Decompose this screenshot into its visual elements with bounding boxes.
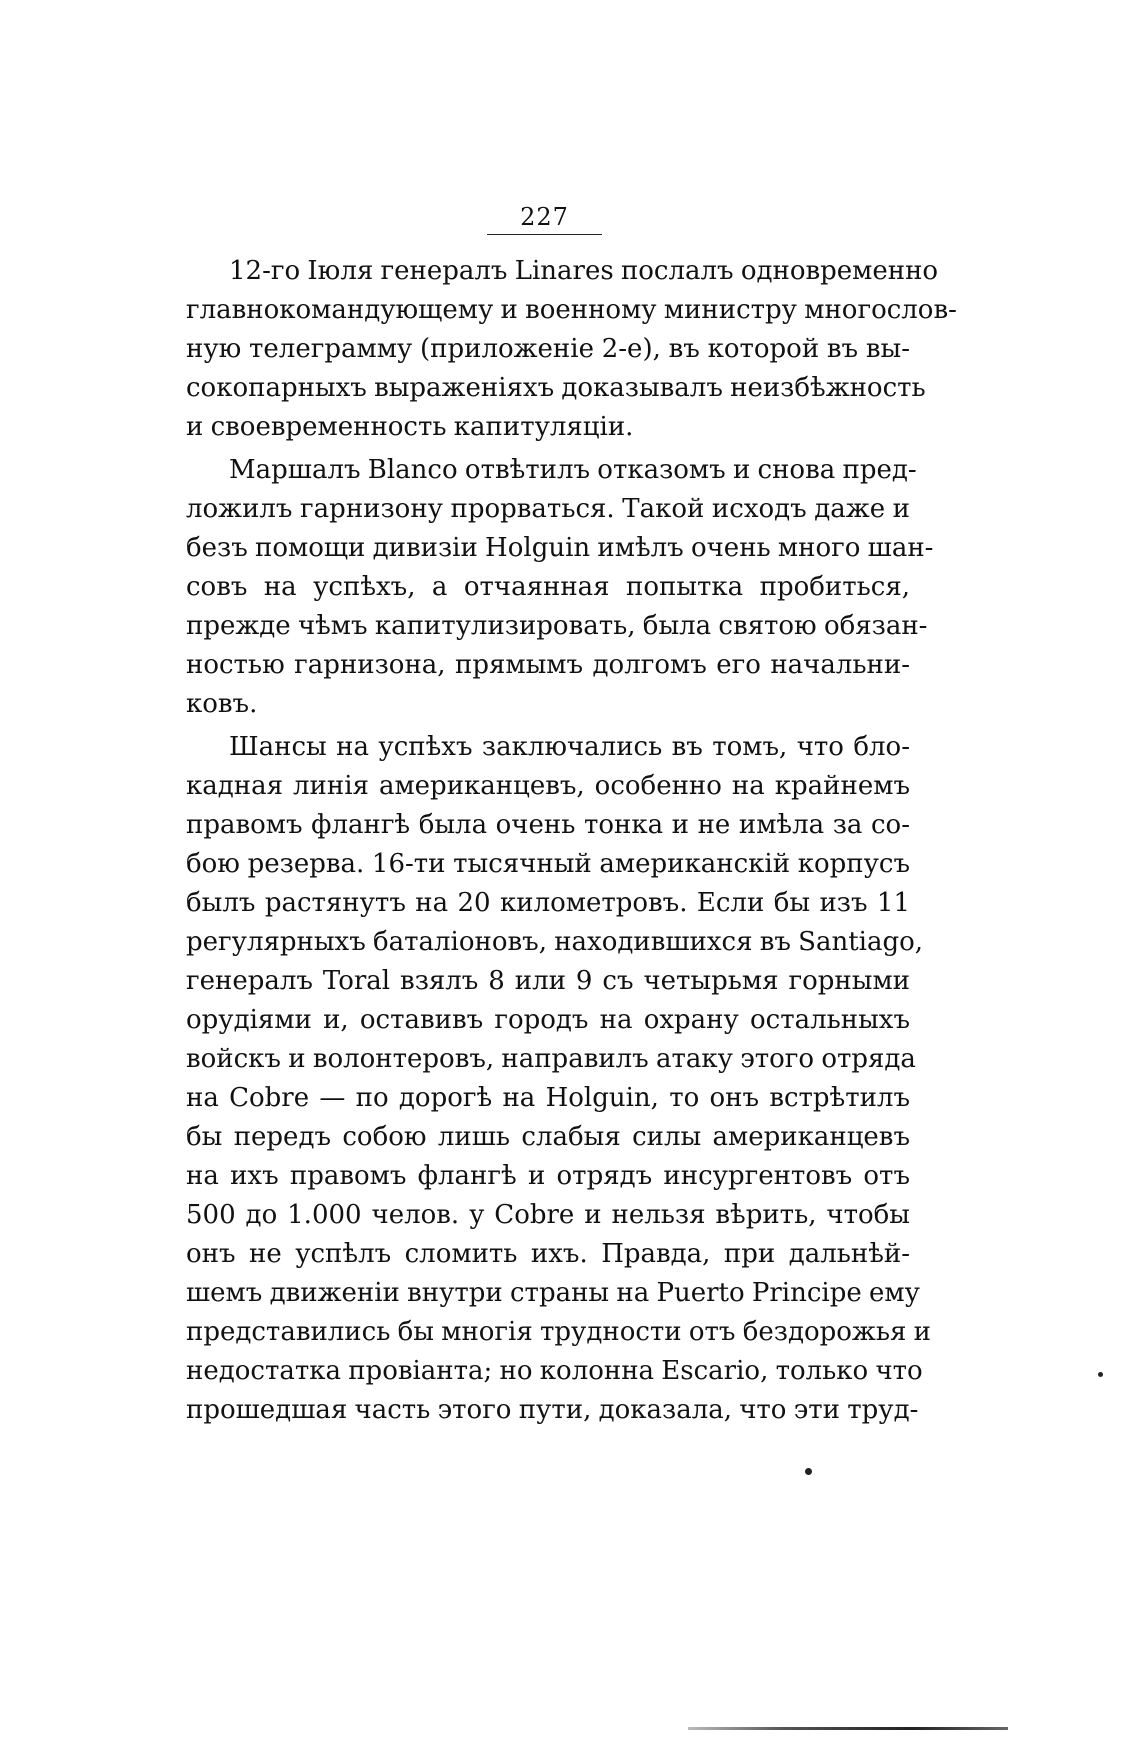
text-line: представились бы многія трудности отъ бездорожья и <box>186 1317 931 1347</box>
text-line: совъ на успѣхъ, а отчаянная попытка пробиться, <box>186 572 910 602</box>
page-body-text <box>186 252 957 1430</box>
text-line: недостатка провіанта; но колонна Escario, только что <box>186 1356 923 1386</box>
text-line: правомъ флангѣ была очень тонка и не имѣла за со- <box>186 810 910 840</box>
page-number-rule <box>487 234 602 235</box>
text-line: онъ не успѣлъ сломить ихъ. Правда, при дальнѣй- <box>186 1239 910 1269</box>
text-line: прошедшая часть этого пути, доказала, что эти труд- <box>186 1395 919 1425</box>
text-line: на Cobre — по дорогѣ на Holguin, то онъ встрѣтилъ <box>186 1083 910 1113</box>
text-line: ложилъ гарнизону прорваться. Такой исходъ даже и <box>186 494 910 524</box>
text-line: ностью гарнизона, прямымъ долгомъ его начальни- <box>186 650 910 680</box>
text-line: былъ растянутъ на 20 километровъ. Если бы изъ 11 <box>186 888 910 918</box>
text-line: бою резерва. 16-ти тысячный американскій корпусъ <box>186 849 910 879</box>
text-line: безъ помощи дивизіи Holguin имѣлъ очень много шан- <box>186 533 934 563</box>
text-line: бы передъ собою лишь слабыя силы американцевъ <box>186 1122 910 1152</box>
text-line: ковъ. <box>186 689 258 719</box>
text-line: Шансы на успѣхъ заключались въ томъ, что бло- <box>229 732 910 762</box>
text-line: сокопарныхъ выраженіяхъ доказывалъ неизбѣжность <box>186 373 926 403</box>
text-line: 12-го Іюля генералъ Linares послалъ одновременно <box>229 256 939 286</box>
text-line: на ихъ правомъ флангѣ и отрядъ инсургентовъ отъ <box>186 1161 910 1191</box>
text-line: ную телеграмму (приложеніе 2-е), въ которой въ вы- <box>186 334 910 364</box>
text-line: и своевременность капитуляціи. <box>186 412 634 442</box>
text-line: главнокомандующему и военному министру многослов- <box>186 295 957 325</box>
text-line: кадная линія американцевъ, особенно на крайнемъ <box>186 771 910 801</box>
text-line: орудіями и, оставивъ городъ на охрану остальныхъ <box>186 1005 910 1035</box>
text-line: войскъ и волонтеровъ, направилъ атаку этого отряда <box>186 1044 916 1074</box>
text-line: регулярныхъ баталіоновъ, находившихся въ Santiago, <box>186 927 924 957</box>
text-line: шемъ движеніи внутри страны на Puerto Principe ему <box>186 1278 920 1308</box>
text-line: 500 до 1.000 челов. у Cobre и нельзя вѣрить, чтобы <box>186 1200 910 1230</box>
scan-edge-streak <box>688 1727 1008 1730</box>
scan-speck <box>805 1468 812 1475</box>
page-number: 227 <box>520 203 569 231</box>
text-line: Маршалъ Blanco отвѣтилъ отказомъ и снова пред- <box>229 455 917 485</box>
scan-speck <box>1098 1372 1103 1377</box>
text-line: генералъ Toral взялъ 8 или 9 съ четырьмя горными <box>186 966 910 996</box>
text-line: прежде чѣмъ капитулизировать, была святою обязан- <box>186 611 928 641</box>
